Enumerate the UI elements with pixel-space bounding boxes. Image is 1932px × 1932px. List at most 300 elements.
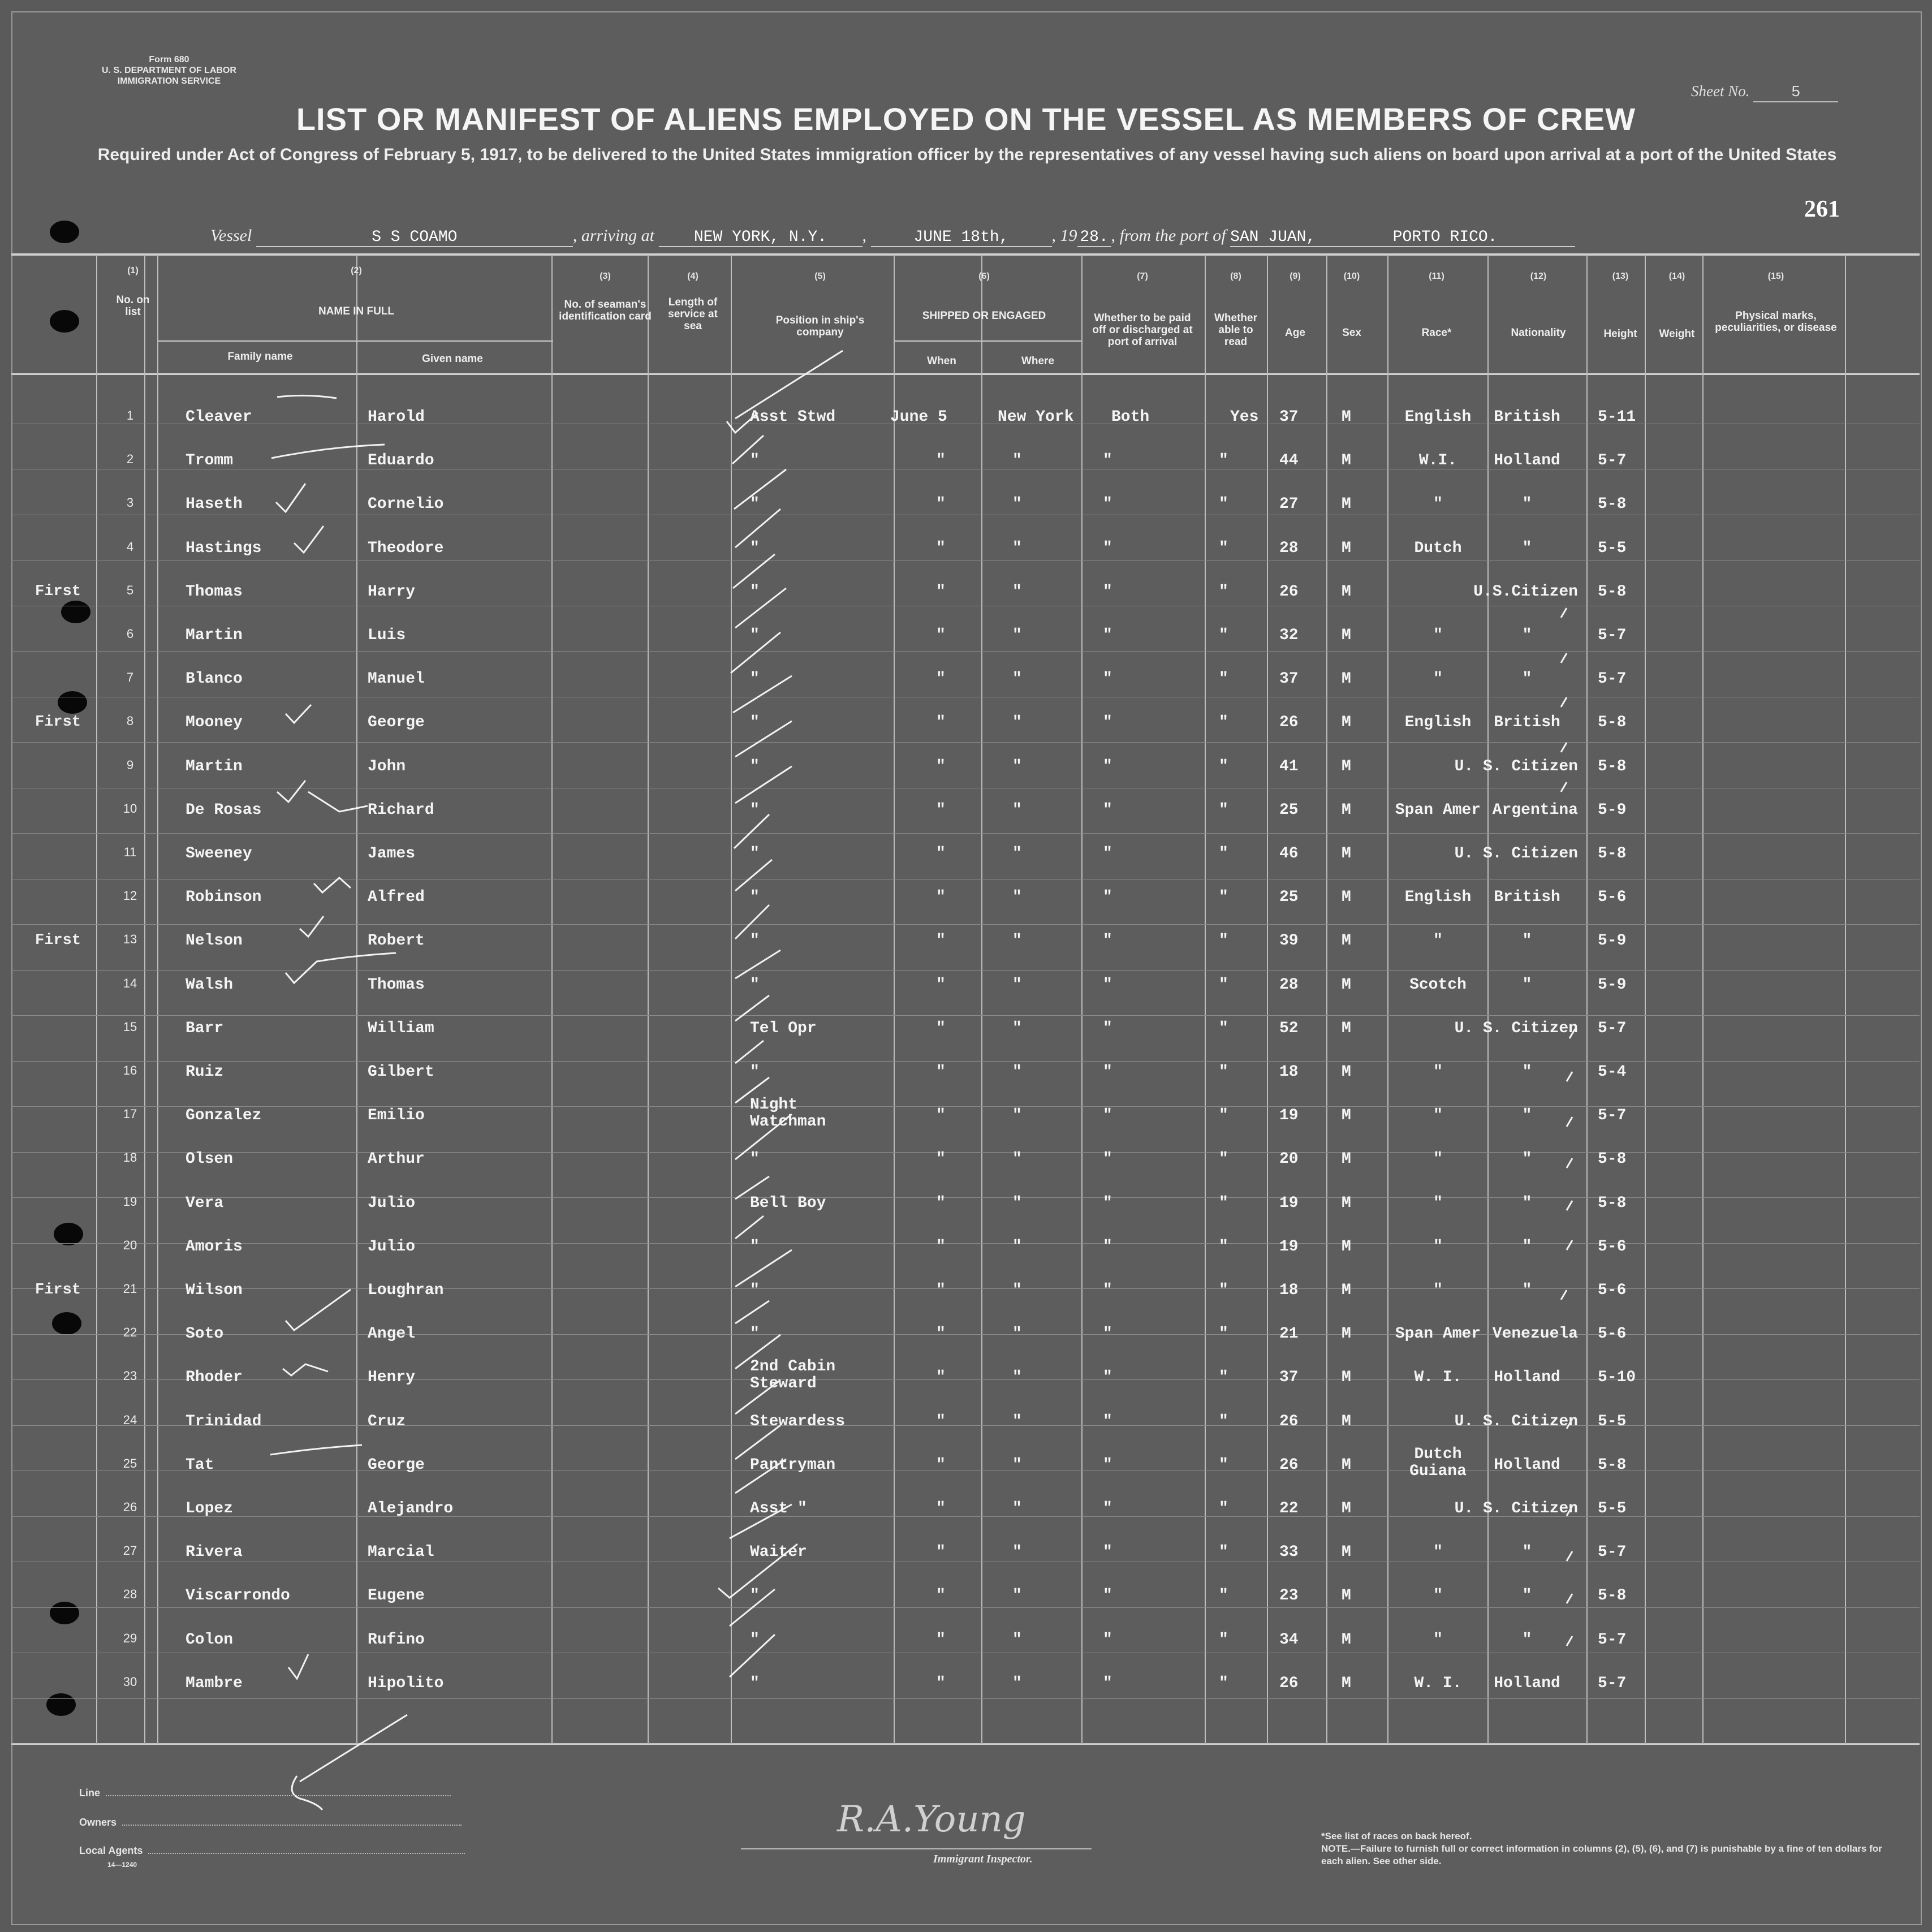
family-name: Tromm bbox=[186, 452, 234, 470]
col-14-header: Weight bbox=[1659, 328, 1695, 340]
nationality: " bbox=[1522, 495, 1532, 514]
check-mark bbox=[277, 780, 368, 812]
check-mark bbox=[731, 588, 792, 713]
nationality: " bbox=[1522, 932, 1532, 950]
shipped-when: " bbox=[936, 1107, 946, 1125]
race: English bbox=[1404, 408, 1472, 426]
owners-blank bbox=[122, 1825, 462, 1826]
shipped-where: " bbox=[1012, 1325, 1022, 1343]
height: 5-9 bbox=[1598, 976, 1627, 994]
check-mark bbox=[300, 916, 324, 937]
able-to-read: " bbox=[1219, 889, 1228, 907]
col-12-header: Nationality bbox=[1511, 327, 1566, 339]
able-to-read: " bbox=[1219, 1631, 1228, 1649]
shipped-when: " bbox=[936, 452, 946, 470]
age: 41 bbox=[1279, 757, 1299, 775]
able-to-read: " bbox=[1219, 1150, 1228, 1168]
col-6-number: (6) bbox=[978, 271, 990, 281]
able-to-read: " bbox=[1219, 976, 1228, 994]
paid-off: " bbox=[1103, 1325, 1112, 1343]
col-7-header: Whether to be paid off or discharged at port of arrival bbox=[1092, 312, 1193, 348]
able-to-read: " bbox=[1219, 1587, 1228, 1605]
race: " bbox=[1433, 670, 1443, 688]
age: 37 bbox=[1279, 408, 1299, 426]
col-11-number: (11) bbox=[1429, 271, 1444, 281]
age: 19 bbox=[1279, 1107, 1299, 1125]
department-name: U. S. DEPARTMENT OF LABOR bbox=[102, 66, 236, 75]
race: Scotch bbox=[1409, 976, 1467, 994]
year-suffix: 28. bbox=[1077, 228, 1111, 247]
shipped-where: " bbox=[1012, 845, 1022, 862]
given-name: Alfred bbox=[368, 889, 425, 907]
able-to-read: " bbox=[1219, 845, 1228, 862]
check-mark bbox=[294, 526, 324, 553]
height: 5-4 bbox=[1598, 1063, 1627, 1081]
row-number: 18 bbox=[123, 1150, 137, 1165]
form-code: 14—1240 bbox=[107, 1861, 137, 1869]
agents-label: Local Agents bbox=[79, 1845, 143, 1856]
sex: M bbox=[1342, 801, 1351, 819]
given-name: Alejandro bbox=[368, 1500, 454, 1517]
row-number: 9 bbox=[126, 757, 134, 772]
shipped-where: " bbox=[1012, 932, 1022, 950]
paid-off: " bbox=[1103, 1237, 1112, 1256]
row-number: 11 bbox=[123, 845, 137, 859]
family-name: Soto bbox=[186, 1325, 224, 1343]
nationality: U. S. Citizen bbox=[1454, 757, 1578, 775]
col-14-number: (14) bbox=[1668, 271, 1685, 281]
given-name: Robert bbox=[368, 932, 425, 950]
check-mark bbox=[1567, 1419, 1572, 1646]
sex: M bbox=[1342, 1019, 1351, 1037]
shipped-where: " bbox=[1012, 583, 1022, 601]
col-5-header: Position in ship's company bbox=[775, 314, 865, 338]
family-name: Rhoder bbox=[186, 1369, 243, 1387]
vessel-name: S S COAMO bbox=[256, 228, 573, 247]
age: 25 bbox=[1279, 889, 1299, 907]
paid-off: " bbox=[1103, 1282, 1112, 1299]
height: 5-9 bbox=[1598, 932, 1627, 950]
row-number: 21 bbox=[123, 1282, 137, 1296]
given-name: Thomas bbox=[368, 976, 425, 994]
col-8-number: (8) bbox=[1230, 271, 1241, 281]
given-name: Marcial bbox=[368, 1543, 434, 1562]
given-name: Gilbert bbox=[368, 1063, 434, 1081]
sex: M bbox=[1342, 539, 1351, 557]
shipped-when: " bbox=[936, 1456, 946, 1474]
shipped-when: " bbox=[936, 1543, 946, 1562]
shipped-when-header: When bbox=[927, 355, 956, 367]
able-to-read: " bbox=[1219, 583, 1228, 601]
check-mark bbox=[733, 469, 786, 588]
check-mark bbox=[735, 1380, 786, 1493]
height: 5-8 bbox=[1598, 757, 1627, 775]
family-name: Robinson bbox=[186, 889, 262, 907]
row-number: 19 bbox=[123, 1194, 137, 1209]
able-to-read: " bbox=[1219, 1237, 1228, 1256]
shipped-when: " bbox=[936, 495, 946, 514]
row-number: 6 bbox=[126, 627, 134, 641]
paid-off: " bbox=[1103, 714, 1112, 732]
family-name: Cleaver bbox=[186, 408, 252, 426]
able-to-read: " bbox=[1219, 1456, 1228, 1474]
position: " bbox=[750, 845, 760, 862]
family-name: Thomas bbox=[186, 583, 243, 601]
shipped-when: " bbox=[936, 801, 946, 819]
able-to-read: " bbox=[1219, 1412, 1228, 1430]
row-number: 13 bbox=[123, 932, 137, 947]
family-name: Mooney bbox=[186, 714, 243, 732]
owners-label: Owners bbox=[79, 1817, 117, 1828]
arriving-label: arriving at bbox=[581, 226, 654, 245]
given-name: Julio bbox=[368, 1237, 416, 1256]
position: " bbox=[750, 495, 760, 514]
col-9-number: (9) bbox=[1290, 271, 1301, 281]
check-mark bbox=[286, 953, 396, 983]
age: 26 bbox=[1279, 1674, 1299, 1692]
given-name: Emilio bbox=[368, 1107, 425, 1125]
check-mark bbox=[735, 1250, 792, 1369]
height: 5-7 bbox=[1598, 627, 1627, 644]
given-name: James bbox=[368, 845, 416, 862]
age: 37 bbox=[1279, 1369, 1299, 1387]
height: 5-8 bbox=[1598, 583, 1627, 601]
check-mark bbox=[283, 1364, 328, 1375]
paid-off: " bbox=[1103, 495, 1112, 514]
position: " bbox=[750, 1063, 760, 1081]
col-1-header: No. on list bbox=[116, 294, 150, 318]
paid-off: " bbox=[1103, 932, 1112, 950]
agents-field bbox=[79, 1845, 465, 1857]
family-name: De Rosas bbox=[186, 801, 262, 819]
able-to-read: " bbox=[1219, 1500, 1228, 1517]
family-name: Sweeney bbox=[186, 845, 252, 862]
line-blank bbox=[106, 1795, 451, 1796]
row-number: 28 bbox=[123, 1587, 137, 1602]
shipped-where: " bbox=[1012, 1543, 1022, 1562]
position: " bbox=[750, 1282, 760, 1299]
paid-off: Both bbox=[1111, 408, 1150, 426]
col-13-header: Height bbox=[1603, 328, 1637, 340]
paid-off: " bbox=[1103, 976, 1112, 994]
position: Stewardess bbox=[750, 1412, 846, 1430]
age: 37 bbox=[1279, 670, 1299, 688]
nationality: U. S. Citizen bbox=[1454, 845, 1578, 862]
given-name: Henry bbox=[368, 1369, 416, 1387]
family-name: Lopez bbox=[186, 1500, 234, 1517]
position: " bbox=[750, 757, 760, 775]
age: 32 bbox=[1279, 627, 1299, 644]
sex: M bbox=[1342, 1412, 1351, 1430]
able-to-read: " bbox=[1219, 801, 1228, 819]
row-number: 16 bbox=[123, 1063, 137, 1077]
paid-off: " bbox=[1103, 1587, 1112, 1605]
given-name: Manuel bbox=[368, 670, 425, 688]
height: 5-6 bbox=[1598, 1325, 1627, 1343]
shipped-where: " bbox=[1012, 1063, 1022, 1081]
given-name: George bbox=[368, 714, 425, 732]
inspector-signature: R.A.Young bbox=[837, 1799, 1026, 1840]
sex: M bbox=[1342, 1237, 1351, 1256]
able-to-read: " bbox=[1219, 627, 1228, 644]
family-name: Olsen bbox=[186, 1150, 234, 1168]
row-number: 15 bbox=[123, 1019, 137, 1034]
able-to-read: " bbox=[1219, 714, 1228, 732]
shipped-when: " bbox=[936, 1019, 946, 1037]
position: " bbox=[750, 1674, 760, 1692]
col-2-number: (2) bbox=[351, 266, 362, 275]
age: 18 bbox=[1279, 1063, 1299, 1081]
shipped-when: " bbox=[936, 1369, 946, 1387]
shipped-when: " bbox=[936, 1237, 946, 1256]
check-mark bbox=[286, 1290, 351, 1330]
height: 5-5 bbox=[1598, 1500, 1627, 1517]
height: 5-7 bbox=[1598, 1674, 1627, 1692]
position: " bbox=[750, 1587, 760, 1605]
shipped-when: " bbox=[936, 1194, 946, 1212]
age: 26 bbox=[1279, 1412, 1299, 1430]
shipped-where-header: Where bbox=[1021, 355, 1055, 367]
shipped-when: " bbox=[936, 1063, 946, 1081]
able-to-read: " bbox=[1219, 452, 1228, 470]
side-annotation: First bbox=[35, 932, 81, 950]
row-number: 5 bbox=[126, 583, 134, 597]
able-to-read: " bbox=[1219, 1107, 1228, 1125]
check-mark bbox=[735, 1114, 792, 1239]
given-name: William bbox=[368, 1019, 434, 1037]
age: 21 bbox=[1279, 1325, 1299, 1343]
signature-line bbox=[741, 1848, 1092, 1849]
nationality: " bbox=[1522, 1631, 1532, 1649]
shipped-where: " bbox=[1012, 976, 1022, 994]
height: 5-7 bbox=[1598, 670, 1627, 688]
given-name: Loughran bbox=[368, 1282, 444, 1299]
shipped-when: " bbox=[936, 1500, 946, 1517]
height: 5-8 bbox=[1598, 845, 1627, 862]
able-to-read: " bbox=[1219, 1282, 1228, 1299]
height: 5-7 bbox=[1598, 1631, 1627, 1649]
shipped-when: " bbox=[936, 714, 946, 732]
race: " bbox=[1433, 1282, 1443, 1299]
shipped-when: " bbox=[936, 1674, 946, 1692]
position: " bbox=[750, 539, 760, 557]
sex: M bbox=[1342, 1194, 1351, 1212]
shipped-where: " bbox=[1012, 1456, 1022, 1474]
nationality: U. S. Citizen bbox=[1454, 1500, 1578, 1517]
height: 5-8 bbox=[1598, 495, 1627, 514]
shipped-where: " bbox=[1012, 1587, 1022, 1605]
position: Waiter bbox=[750, 1543, 807, 1562]
nationality: Holland bbox=[1494, 1674, 1560, 1692]
row-number: 25 bbox=[123, 1456, 137, 1470]
age: 26 bbox=[1279, 714, 1299, 732]
vessel-line: Vessel S S COAMO , arriving at NEW YORK, N.Y. , JUNE 18th, , 19 28. , from the port of SAN JUAN, PORTO RICO. bbox=[210, 226, 1575, 247]
age: 26 bbox=[1279, 1456, 1299, 1474]
position: " bbox=[750, 889, 760, 907]
age: 28 bbox=[1279, 539, 1299, 557]
nationality: " bbox=[1522, 976, 1532, 994]
paid-off: " bbox=[1103, 583, 1112, 601]
age: 52 bbox=[1279, 1019, 1299, 1037]
able-to-read: " bbox=[1219, 932, 1228, 950]
shipped-where: " bbox=[1012, 889, 1022, 907]
shipped-when: " bbox=[936, 932, 946, 950]
height: 5-9 bbox=[1598, 801, 1627, 819]
check-mark bbox=[1561, 1029, 1575, 1300]
race: English bbox=[1404, 714, 1472, 732]
height: 5-5 bbox=[1598, 539, 1627, 557]
age: 27 bbox=[1279, 495, 1299, 514]
col-7-number: (7) bbox=[1137, 271, 1148, 281]
check-mark bbox=[277, 395, 337, 398]
position: " bbox=[750, 627, 760, 644]
paid-off: " bbox=[1103, 845, 1112, 862]
able-to-read: " bbox=[1219, 539, 1228, 557]
position: Pantryman bbox=[750, 1456, 836, 1474]
check-mark bbox=[735, 995, 769, 1103]
paid-off: " bbox=[1103, 539, 1112, 557]
sex: M bbox=[1342, 1500, 1351, 1517]
row-number: 26 bbox=[123, 1500, 137, 1514]
position: " bbox=[750, 583, 760, 601]
shipped-where: " bbox=[1012, 1500, 1022, 1517]
col-13-number: (13) bbox=[1612, 271, 1629, 281]
from-port-label: from the port of bbox=[1119, 226, 1226, 245]
sex: M bbox=[1342, 583, 1351, 601]
paid-off: " bbox=[1103, 889, 1112, 907]
family-name: Martin bbox=[186, 757, 243, 775]
from-port: SAN JUAN, bbox=[1230, 228, 1316, 246]
shipped-where: " bbox=[1012, 1019, 1022, 1037]
family-name: Rivera bbox=[186, 1543, 243, 1562]
check-mark bbox=[286, 705, 311, 723]
family-name: Vera bbox=[186, 1194, 224, 1212]
nationality: British bbox=[1494, 408, 1560, 426]
able-to-read: " bbox=[1219, 1369, 1228, 1387]
shipped-where: " bbox=[1012, 539, 1022, 557]
position: " bbox=[750, 932, 760, 950]
height: 5-10 bbox=[1598, 1369, 1636, 1387]
nationality: " bbox=[1522, 1587, 1532, 1605]
nationality: " bbox=[1522, 1107, 1532, 1125]
row-number: 2 bbox=[126, 452, 134, 467]
row-number: 3 bbox=[126, 495, 134, 510]
shipped-when: " bbox=[936, 976, 946, 994]
shipped-where: " bbox=[1012, 1674, 1022, 1692]
sex: M bbox=[1342, 1150, 1351, 1168]
arrival-port: NEW YORK, N.Y. bbox=[659, 228, 862, 247]
able-to-read: " bbox=[1219, 495, 1228, 514]
given-name: Harry bbox=[368, 583, 416, 601]
nationality: " bbox=[1522, 670, 1532, 688]
age: 26 bbox=[1279, 583, 1299, 601]
col-10-header: Sex bbox=[1342, 327, 1361, 339]
sex: M bbox=[1342, 889, 1351, 907]
given-name: Julio bbox=[368, 1194, 416, 1212]
sheet-number-value: 5 bbox=[1753, 84, 1838, 102]
nationality: British bbox=[1494, 714, 1560, 732]
vessel-label: Vessel bbox=[210, 226, 252, 245]
race: " bbox=[1433, 1107, 1443, 1125]
page-title: LIST OR MANIFEST OF ALIENS EMPLOYED ON THE VESSEL AS MEMBERS OF CREW bbox=[296, 101, 1636, 137]
shipped-where: " bbox=[1012, 1194, 1022, 1212]
position: " bbox=[750, 670, 760, 688]
able-to-read: " bbox=[1219, 1019, 1228, 1037]
position: " bbox=[750, 976, 760, 994]
shipped-where: " bbox=[1012, 757, 1022, 775]
paid-off: " bbox=[1103, 801, 1112, 819]
sex: M bbox=[1342, 670, 1351, 688]
side-annotation: First bbox=[35, 1282, 81, 1299]
height: 5-8 bbox=[1598, 1150, 1627, 1168]
able-to-read: " bbox=[1219, 1674, 1228, 1692]
col-15-number: (15) bbox=[1767, 271, 1784, 281]
sex: M bbox=[1342, 408, 1351, 426]
sex: M bbox=[1342, 1543, 1351, 1562]
shipped-where: " bbox=[1012, 1150, 1022, 1168]
given-name: Cornelio bbox=[368, 495, 444, 514]
given-name: Luis bbox=[368, 627, 406, 644]
position: Asst Stwd bbox=[750, 408, 836, 426]
able-to-read: " bbox=[1219, 757, 1228, 775]
shipped-where: " bbox=[1012, 1107, 1022, 1125]
sex: M bbox=[1342, 845, 1351, 862]
position: " bbox=[750, 801, 760, 819]
shipped-where: " bbox=[1012, 670, 1022, 688]
owners-field bbox=[79, 1817, 462, 1828]
family-name: Nelson bbox=[186, 932, 243, 950]
row-number: 7 bbox=[126, 670, 134, 685]
page-number: 261 bbox=[1804, 196, 1840, 222]
paid-off: " bbox=[1103, 1500, 1112, 1517]
row-number: 22 bbox=[123, 1325, 137, 1340]
col-2-header: NAME IN FULL bbox=[318, 305, 395, 317]
year-prefix: 19 bbox=[1060, 226, 1077, 245]
nationality: " bbox=[1522, 539, 1532, 557]
family-name: Trinidad bbox=[186, 1412, 262, 1430]
paid-off: " bbox=[1103, 1456, 1112, 1474]
check-mark bbox=[727, 351, 843, 433]
line-label: Line bbox=[79, 1787, 101, 1799]
penalty-note: NOTE.—Failure to furnish full or correct information in columns (2), (5), (6), and (7) is punishable by a fine of ten dollars for each alien. See other side. bbox=[1321, 1843, 1882, 1866]
paid-off: " bbox=[1103, 1063, 1112, 1081]
shipped-when: " bbox=[936, 627, 946, 644]
shipped-where: " bbox=[1012, 1369, 1022, 1387]
age: 19 bbox=[1279, 1237, 1299, 1256]
age: 18 bbox=[1279, 1282, 1299, 1299]
row-number: 1 bbox=[126, 408, 134, 422]
sex: M bbox=[1342, 714, 1351, 732]
age: 46 bbox=[1279, 845, 1299, 862]
nationality: " bbox=[1522, 1237, 1532, 1256]
position: Asst " bbox=[750, 1500, 807, 1517]
age: 44 bbox=[1279, 452, 1299, 470]
shipped-where: New York bbox=[998, 408, 1074, 426]
family-name: Amoris bbox=[186, 1237, 243, 1256]
race: Dutch Guiana bbox=[1409, 1445, 1467, 1480]
given-name: Theodore bbox=[368, 539, 444, 557]
shipped-where: " bbox=[1012, 452, 1022, 470]
nationality: U. S. Citizen bbox=[1454, 1412, 1578, 1430]
given-name: Hipolito bbox=[368, 1674, 444, 1692]
check-mark bbox=[1561, 608, 1567, 792]
shipped-when: " bbox=[936, 889, 946, 907]
sex: M bbox=[1342, 1631, 1351, 1649]
family-name: Barr bbox=[186, 1019, 224, 1037]
col-3-number: (3) bbox=[600, 271, 611, 281]
given-name: Richard bbox=[368, 801, 434, 819]
row-number: 23 bbox=[123, 1369, 137, 1383]
